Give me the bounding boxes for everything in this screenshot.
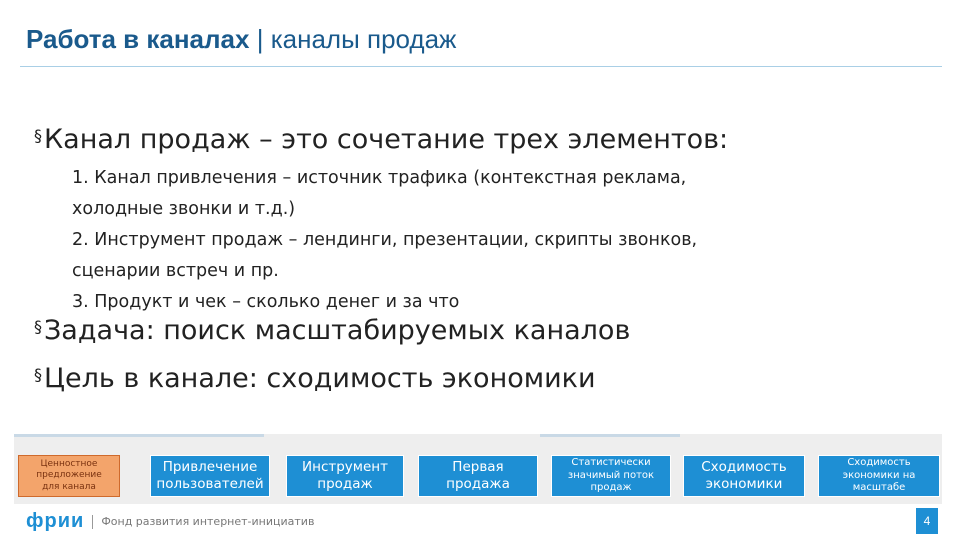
bullet-text: Цель в канале: сходимость экономики — [44, 363, 596, 394]
logo-text: Фонд развития интернет-инициатив — [101, 515, 315, 528]
step-label: масштабе — [852, 482, 906, 494]
step-label: пользователей — [156, 476, 264, 492]
title-divider — [20, 66, 942, 67]
step-label: продаж — [590, 482, 632, 494]
step-label: Ценностное — [40, 459, 98, 470]
bullet-marker: § — [34, 365, 42, 384]
sub-item: 1. Канал привлечения – источник трафика (контекстная реклама, — [72, 168, 687, 188]
sub-item: холодные звонки и т.д.) — [72, 199, 296, 219]
process-step-sales-tool — [286, 455, 404, 497]
step-label: предложение — [36, 470, 102, 481]
bullet-text: Задача: поиск масштабируемых каналов — [44, 315, 631, 346]
process-step-significant-flow — [551, 455, 671, 497]
sub-list — [72, 163, 697, 318]
step-label: экономики — [705, 476, 783, 492]
bullet-goal — [34, 363, 596, 394]
step-label: значимый поток — [567, 469, 655, 481]
footer-logo — [26, 510, 314, 533]
step-label: продажа — [446, 476, 510, 492]
step-label: Статистически — [571, 457, 651, 469]
process-step-economics-at-scale — [818, 455, 940, 497]
title-separator: | — [256, 24, 264, 54]
process-step-first-sale — [418, 455, 538, 497]
sub-item: 2. Инструмент продаж – лендинги, презентации, скрипты звонков, — [72, 230, 698, 250]
step-label: для канала — [42, 481, 96, 492]
bullet-sales-channel — [34, 124, 728, 155]
sub-item: сценарии встреч и пр. — [72, 261, 279, 281]
process-accent-line — [540, 434, 680, 437]
process-accent-line — [14, 434, 264, 437]
logo-divider — [92, 515, 93, 529]
title-subtitle: каналы продаж — [270, 24, 457, 54]
bullet-text: Канал продаж – это сочетание трех элементов: — [44, 124, 729, 155]
step-label: Привлечение — [162, 459, 258, 476]
sub-item: 3. Продукт и чек – сколько денег и за что — [72, 292, 460, 312]
process-step-user-acquisition — [150, 455, 270, 497]
logo-mark: фрии — [26, 510, 85, 532]
bullet-marker: § — [34, 126, 42, 145]
bullet-task — [34, 315, 630, 346]
step-label: Сходимость — [847, 457, 911, 469]
step-label: Первая — [452, 459, 504, 476]
page-number: 4 — [916, 508, 938, 534]
step-label: Сходимость — [701, 459, 787, 476]
step-label: продаж — [317, 476, 373, 492]
step-label: экономики на — [842, 469, 916, 481]
step-label: Инструмент — [302, 459, 388, 476]
bullet-marker: § — [34, 317, 42, 336]
title-main: Работа в каналах — [26, 24, 250, 54]
slide-title — [26, 24, 456, 55]
process-step-value-proposition — [18, 455, 120, 497]
process-step-unit-economics — [683, 455, 805, 497]
